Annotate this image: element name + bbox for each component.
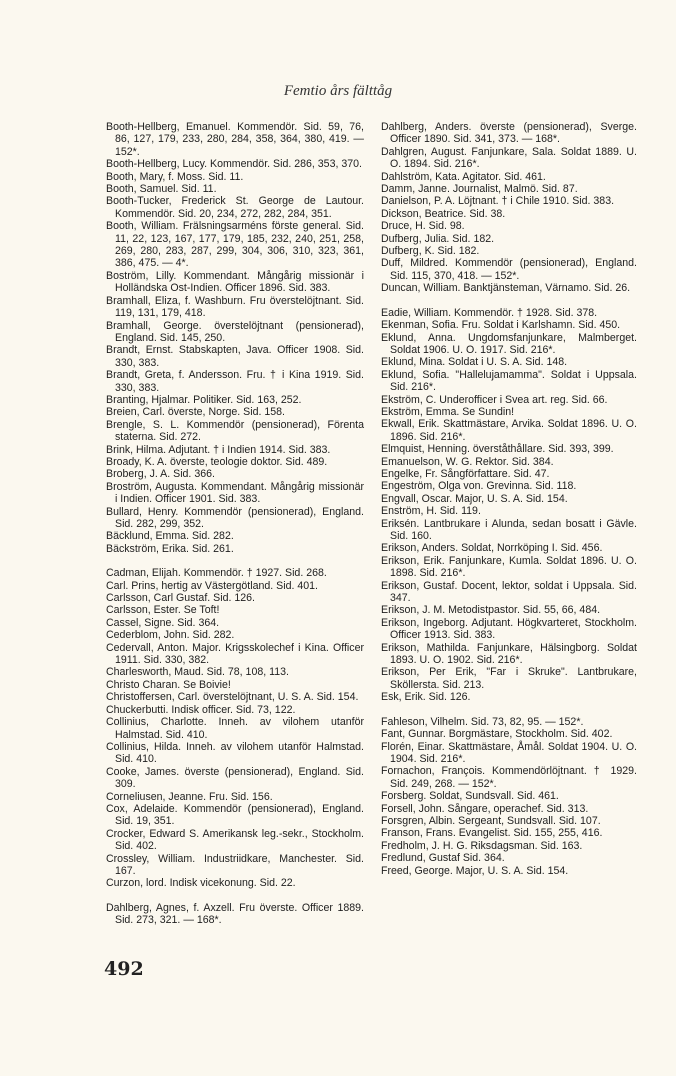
index-entry: Dahlberg, Anders. överste (pensionerad), Sverge. Officer 1890. Sid. 341, 373. — 168*. [381,121,637,146]
index-entry: Florén, Einar. Skattmästare, Åmål. Soldat 1904. U. O. 1904. Sid. 216*. [381,740,637,765]
index-entry: Carlsson, Ester. Se Toft! [106,604,220,617]
index-entry: Danielson, P. A. Löjtnant. † i Chile 1910. Sid. 383. [381,195,615,208]
index-entry: Booth-Hellberg, Emanuel. Kommendör. Sid. 59, 76, 86, 127, 179, 233, 280, 284, 358, 364, 380, 419. — 152*. [106,121,364,158]
index-entry: Christo Charan. Se Boivie! [106,678,231,691]
index-entry: Branting, Hjalmar. Politiker. Sid. 163, 252. [106,393,302,406]
index-column-left [106,121,364,927]
index-entry: Booth-Tucker, Frederick St. George de Lautour. Kommendör. Sid. 20, 234, 272, 282, 284, 351. [106,195,364,220]
index-entry: Fredholm, J. H. G. Riksdagsman. Sid. 163. [381,839,583,852]
index-entry: Brandt, Greta, f. Andersson. Fru. † i Kina 1919. Sid. 330, 383. [106,369,364,394]
index-entry: Erikson, Mathilda. Fanjunkare, Hälsingborg. Soldat 1893. U. O. 1902. Sid. 216*. [381,641,637,667]
index-entry: Boström, Lilly. Kommendant. Mångårig missionär i Holländska Ost-Indien. Officer 1896. Sid. 383. [106,269,364,295]
index-entry: Bäckström, Erika. Sid. 261. [106,542,234,555]
index-entry: Booth, William. Frälsningsarméns förste general. Sid. 11, 22, 123, 167, 177, 179, 185, 232, 240, 251, 258, 269, 280, 283, 287, 299, 304, 306, 310, 323, 361, 386, 475. — 4*. [106,220,364,270]
index-entry: Chuckerbutti. Indisk officer. Sid. 73, 122. [106,703,296,716]
index-entry: Engvall, Oscar. Major, U. S. A. Sid. 154. [381,492,568,505]
index-entry: Breien, Carl. överste, Norge. Sid. 158. [106,406,286,419]
index-entry: Duncan, William. Banktjänsteman, Värnamo. Sid. 26. [381,282,631,295]
index-entry: Engeström, Olga von. Grevinna. Sid. 118. [381,480,577,493]
index-entry: Emanuelson, W. G. Rektor. Sid. 384. [381,455,554,468]
index-entry: Crocker, Edward S. Amerikansk leg.-sekr., Stockholm. Sid. 402. [106,827,364,853]
index-entry: Erikson, Gustaf. Docent, lektor, soldat i Uppsala. Sid. 347. [381,579,637,605]
letter-group-gap [381,704,637,716]
index-entry: Bramhall, George. överstelöjtnant (pensionerad), England. Sid. 145, 250. [106,319,364,344]
index-entry: Forsberg. Soldat, Sundsvall. Sid. 461. [381,790,559,803]
index-entry: Eklund, Anna. Ungdomsfanjunkare, Malmberget. Soldat 1906. U. O. 1917. Sid. 216*. [381,331,637,356]
index-entry: Collinius, Hilda. Inneh. av vilohem utanför Halmstad. Sid. 410. [106,740,364,766]
index-entry: Damm, Janne. Journalist, Malmö. Sid. 87. [381,183,578,196]
index-entry: Eriksén. Lantbrukare i Alunda, sedan bosatt i Gävle. Sid. 160. [381,517,637,542]
index-entry: Brengle, S. L. Kommendör (pensionerad), Förenta staterna. Sid. 272. [106,418,364,444]
index-entry: Broady, K. A. överste, teologie doktor. Sid. 489. [106,455,328,468]
index-entry: Booth, Mary, f. Moss. Sid. 11. [106,170,244,183]
index-entry: Erikson, J. M. Metodistpastor. Sid. 55, 66, 484. [381,604,601,617]
index-entry: Ekwall, Erik. Skattmästare, Arvika. Soldat 1896. U. O. 1896. Sid. 216*. [381,418,637,443]
index-entry: Ekström, C. Underofficer i Svea art. reg. Sid. 66. [381,393,608,406]
index-entry: Enström, H. Sid. 119. [381,505,481,518]
index-entry: Eklund, Mina. Soldat i U. S. A. Sid. 148. [381,356,568,369]
index-entry: Erikson, Ingeborg. Adjutant. Högkvarteret, Stockholm. Officer 1913. Sid. 383. [381,616,637,642]
letter-group-gap [381,295,637,307]
index-entry: Erikson, Per Erik, "Far i Skruke". Lantbrukare, Sköllersta. Sid. 213. [381,666,637,691]
index-entry: Ekenman, Sofia. Fru. Soldat i Karlshamn. Sid. 450. [381,319,621,332]
index-entry: Cederblom, John. Sid. 282. [106,629,235,642]
letter-group-gap [106,555,364,567]
index-entry: Dahlgren, August. Fanjunkare, Sala. Soldat 1889. U. O. 1894. Sid. 216*. [381,145,637,171]
index-entry: Bullard, Henry. Kommendör (pensionerad), England. Sid. 282, 299, 352. [106,505,364,530]
page-number: 492 [104,958,144,980]
index-entry: Freed, George. Major, U. S. A. Sid. 154. [381,864,569,877]
index-entry: Esk, Erik. Sid. 126. [381,691,471,704]
index-entry: Dufberg, K. Sid. 182. [381,245,480,258]
index-entry: Collinius, Charlotte. Inneh. av vilohem utanför Halmstad. Sid. 410. [106,716,364,741]
index-entry: Eadie, William. Kommendör. † 1928. Sid. 378. [381,306,598,319]
index-entry: Elmquist, Henning. överståthållare. Sid. 393, 399. [381,443,614,456]
index-entry: Franson, Frans. Evangelist. Sid. 155, 255, 416. [381,827,603,840]
index-entry: Ekström, Emma. Se Sundin! [381,405,515,418]
index-column-right [381,121,637,877]
index-entry: Brandt, Ernst. Stabskapten, Java. Officer 1908. Sid. 330, 383. [106,344,364,369]
index-entry: Duff, Mildred. Kommendör (pensionerad), England. Sid. 115, 370, 418. — 152*. [381,257,637,282]
index-entry: Erikson, Anders. Soldat, Norrköping I. Sid. 456. [381,542,603,555]
index-entry: Dickson, Beatrice. Sid. 38. [381,207,506,220]
index-entry: Charlesworth, Maud. Sid. 78, 108, 113. [106,666,289,679]
index-entry: Crossley, William. Industriidkare, Manchester. Sid. 167. [106,852,364,877]
index-entry: Carl. Prins, hertig av Västergötland. Sid. 401. [106,579,318,592]
index-entry: Engelke, Fr. Sångförfattare. Sid. 47. [381,467,550,480]
index-entry: Curzon, lord. Indisk vicekonung. Sid. 22. [106,877,296,890]
index-entry: Broberg, J. A. Sid. 366. [106,468,215,481]
index-entry: Forsgren, Albin. Sergeant, Sundsvall. Sid. 107. [381,814,601,827]
index-entry: Bäcklund, Emma. Sid. 282. [106,530,234,543]
letter-group-gap [106,890,364,902]
index-entry: Cassel, Signe. Sid. 364. [106,616,220,629]
index-entry: Cadman, Elijah. Kommendör. † 1927. Sid. 268. [106,567,327,580]
index-entry: Cedervall, Anton. Major. Krigsskolechef i Kina. Officer 1911. Sid. 330, 382. [106,641,364,667]
index-entry: Erikson, Erik. Fanjunkare, Kumla. Soldat 1896. U. O. 1898. Sid. 216*. [381,554,637,580]
index-entry: Dufberg, Julia. Sid. 182. [381,232,495,245]
index-entry: Fredlund, Gustaf Sid. 364. [381,852,505,865]
index-entry: Fant, Gunnar. Borgmästare, Stockholm. Sid. 402. [381,728,613,741]
index-entry: Corneliusen, Jeanne. Fru. Sid. 156. [106,790,273,803]
index-entry: Eklund, Sofia. "Hallelujamamma". Soldat i Uppsala. Sid. 216*. [381,368,637,394]
index-entry: Dahlberg, Agnes, f. Axzell. Fru överste. Officer 1889. Sid. 273, 321. — 168*. [106,901,364,927]
index-entry: Cox, Adelaide. Kommendör (pensionerad), England. Sid. 19, 351. [106,802,364,828]
running-header: Femtio års fälttåg [283,83,393,99]
index-entry: Bramhall, Eliza, f. Washburn. Fru överstelöjtnant. Sid. 119, 131, 179, 418. [106,294,364,320]
index-entry: Druce, H. Sid. 98. [381,220,465,233]
index-entry: Cooke, James. överste (pensionerad), England. Sid. 309. [106,765,364,791]
index-entry: Forsell, John. Sångare, operachef. Sid. 313. [381,802,589,815]
index-entry: Fahleson, Vilhelm. Sid. 73, 82, 95. — 152*. [381,715,584,728]
index-entry: Carlsson, Carl Gustaf. Sid. 126. [106,592,255,605]
index-entry: Broström, Augusta. Kommendant. Mångårig missionär i Indien. Officer 1901. Sid. 383. [106,480,364,506]
index-entry: Christoffersen, Carl. överstelöjtnant, U. S. A. Sid. 154. [106,691,359,704]
index-entry: Brink, Hilma. Adjutant. † i Indien 1914. Sid. 383. [106,443,331,456]
index-entry: Booth, Samuel. Sid. 11. [106,183,217,196]
index-entry: Fornachon, François. Kommendörlöjtnant. † 1929. Sid. 249, 268. — 152*. [381,765,637,790]
index-entry: Booth-Hellberg, Lucy. Kommendör. Sid. 286, 353, 370. [106,158,362,171]
index-entry: Dahlström, Kata. Agitator. Sid. 461. [381,170,546,183]
